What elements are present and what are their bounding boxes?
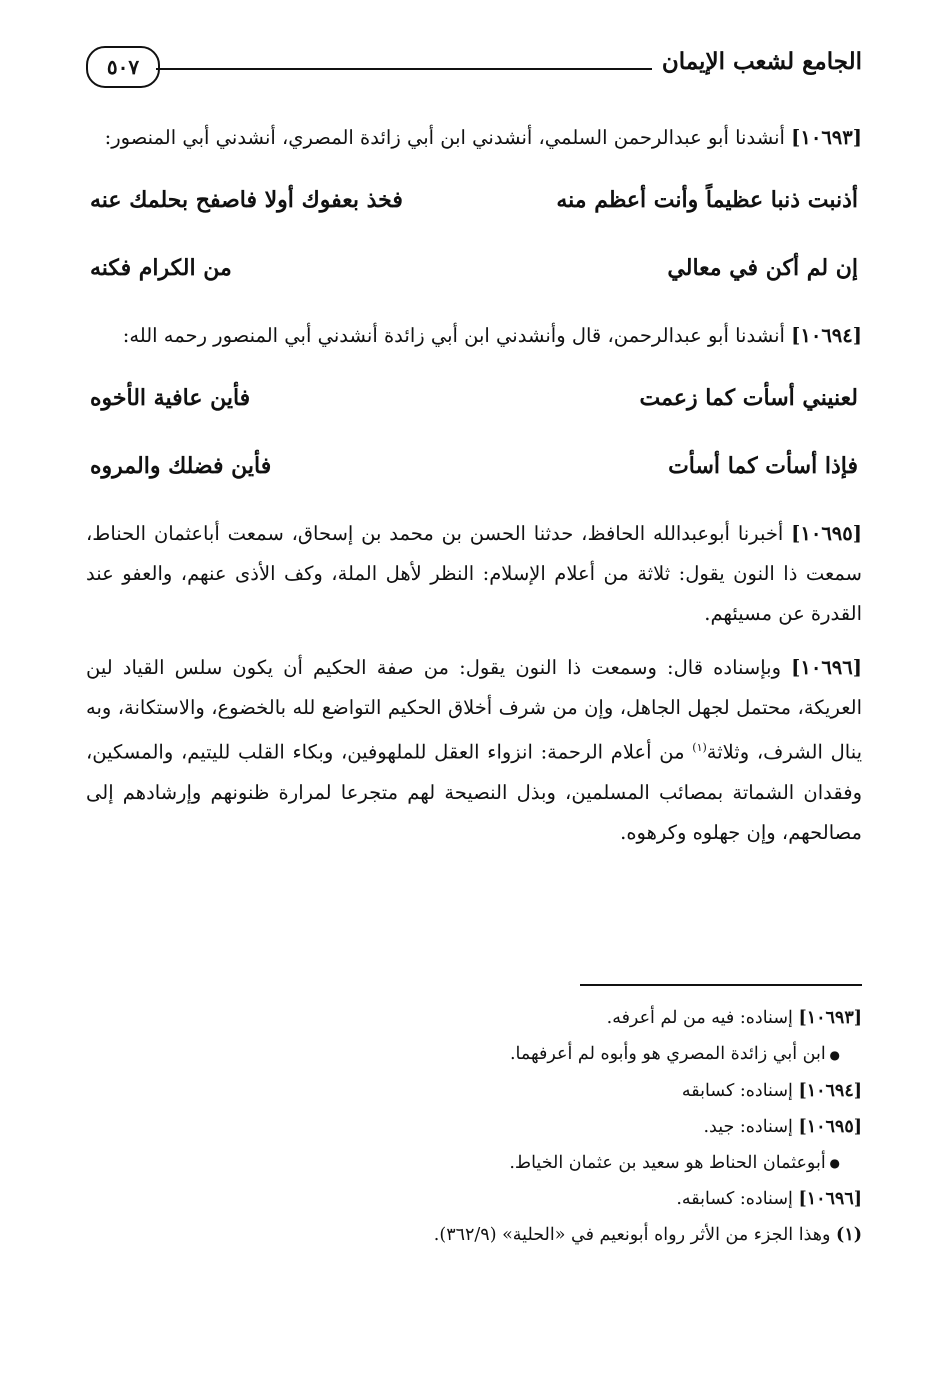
page-number: ٥٠٧: [86, 46, 160, 88]
verse-line: [86, 446, 862, 486]
entry-text: أخبرنا أبوعبدالله الحافظ، حدثنا الحسن بن محمد بن إسحاق، سمعت أباعثمان الحناط، سمعت ذا النون يقول: ثلاثة من أعلام الإسلام: النظر لأهل الملة، وكف الأذى عنهم، والعفو عند القدرة عن مسيئهم.: [86, 522, 862, 625]
main-text: [86, 118, 862, 867]
entry-number: [١٠٦٩٥]: [791, 522, 862, 545]
footnote-number: [١٠٦٩٣]: [798, 1008, 862, 1028]
header-rule: [156, 68, 652, 70]
entry-number: [١٠٦٩٦]: [791, 656, 862, 679]
footnote-number: [١٠٦٩٥]: [798, 1116, 862, 1137]
verse-second-hemistich: من الكرام فكنه: [90, 255, 232, 281]
entry-10695: [86, 514, 862, 634]
footnote: [86, 1073, 862, 1109]
footnote-text: إسناده: جيد.: [703, 1116, 793, 1137]
footnote-separator: [580, 984, 862, 986]
footnote-text: إسناده: كسابقه.: [676, 1189, 793, 1209]
verse-second-hemistich: فأين عافية الأخوه: [90, 385, 251, 411]
footnote-bullet: [86, 1145, 862, 1182]
footnote-text: ابن أبي زائدة المصري هو وأبوه لم أعرفهما.: [509, 1044, 826, 1064]
verse-line: [86, 378, 862, 418]
entry-10694: [86, 316, 862, 356]
footnote-text: وهذا الجزء من الأثر رواه أبونعيم في «الحلية» (٣٦٢/٩).: [433, 1225, 831, 1245]
running-header: [86, 38, 862, 98]
footnote-text: أبوعثمان الحناط هو سعيد بن عثمان الخياط.: [509, 1152, 826, 1173]
entry-text: أنشدنا أبو عبدالرحمن السلمي، أنشدني ابن أبي زائدة المصري، أنشدني أبي المنصور:: [104, 126, 785, 149]
footnote-text: إسناده: كسابقه: [681, 1080, 793, 1101]
footnote-number: (١): [836, 1225, 862, 1245]
footnote-bullet: [86, 1036, 862, 1073]
footnote: [86, 1181, 862, 1217]
entry-number: [١٠٦٩٤]: [791, 324, 862, 347]
entry-10696: [86, 648, 862, 853]
entry-text: أنشدنا أبو عبدالرحمن، قال وأنشدني ابن أبي زائدة أنشدني أبي المنصور رحمه الله:: [122, 324, 785, 347]
verse-first-hemistich: فإذا أسأت كما أسأت: [668, 453, 858, 479]
entry-text: وبإسناده قال: وسمعت ذا النون يقول: من صفة الحكيم أن يكون سلس القياد لين العريكة، محتمل لجهل الجاهل، وإن من شرف أخلاق الحكيم التواضع لله بالخضوع، والاستكانة، وبه ينال الشرف، وثلاثة: [86, 656, 863, 764]
footnote-number: [١٠٦٩٦]: [798, 1189, 862, 1209]
footnote-text: إسناده: فيه من لم أعرفه.: [606, 1008, 793, 1028]
entry-10693: [86, 118, 862, 158]
entry-text-continued: من أعلام الرحمة: انزواء العقل للملهوفين، وبكاء القلب لليتيم، والمسكين، وفقدان الشماتة بمصائب المسلمين، وبذل النصيحة لهم متجرعا لمرارة ظنونهم وإرشادهم إلى مصالحهم، وإن جهلوه وكرهوه.: [86, 740, 862, 844]
verse-line: [86, 180, 862, 220]
verse-first-hemistich: لعنيني أسأت كما زعمت: [639, 385, 858, 411]
footnote: [86, 1217, 862, 1253]
book-title: الجامع لشعب الإيمان: [661, 48, 862, 75]
footnote-reference[interactable]: (١): [692, 741, 707, 754]
verse-first-hemistich: إن لم أكن في معالي: [667, 255, 858, 281]
verse-first-hemistich: أذنبت ذنبا عظيماً وأنت أعظم منه: [556, 187, 858, 213]
verse-line: [86, 248, 862, 288]
footnote: [86, 1000, 862, 1036]
footnote: [86, 1109, 862, 1145]
footnote-number: [١٠٦٩٤]: [798, 1080, 862, 1101]
entry-number: [١٠٦٩٣]: [791, 126, 862, 149]
footnotes: [86, 1000, 862, 1253]
verse-second-hemistich: فخذ بعفوك أولا فاصفح بحلمك عنه: [90, 187, 403, 213]
verse-second-hemistich: فأين فضلك والمروه: [90, 453, 272, 479]
